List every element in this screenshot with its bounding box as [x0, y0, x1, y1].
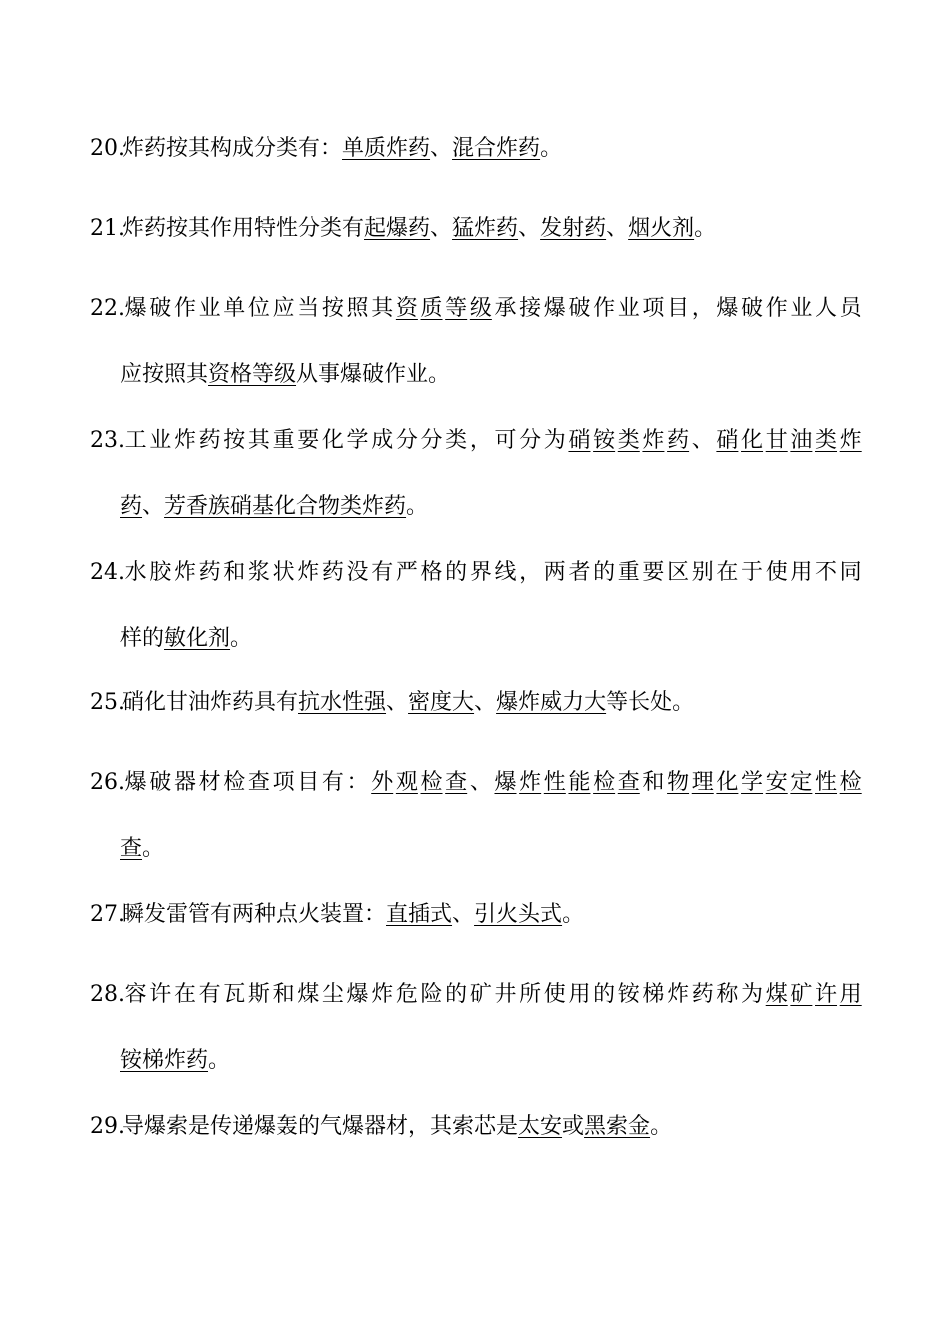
text-char: 破 [741, 296, 764, 321]
text-char: 爆 [124, 296, 147, 321]
answer-blank: 爆炸威力大 [496, 690, 607, 715]
answer-blank: 猛炸药 [452, 216, 519, 241]
text-char: 药 [198, 428, 221, 453]
answer-char: 学 [741, 770, 764, 795]
text-char: 于 [741, 560, 764, 585]
text-char: 井 [494, 982, 517, 1007]
text-char: 员 [839, 296, 862, 321]
text-char: 炸 [667, 982, 690, 1007]
text-char: 其 [371, 296, 394, 321]
question-number: 28. [90, 982, 125, 1007]
text-char: 作 [173, 296, 196, 321]
answer-blank: 发射药 [540, 216, 607, 241]
answer-char: 能 [568, 770, 591, 795]
answer-char: 外 [371, 770, 394, 795]
text-char: 爆 [346, 982, 369, 1007]
answer-blank: 烟火剂 [628, 216, 695, 241]
question-21 [90, 218, 862, 240]
text-char: 成 [371, 428, 394, 453]
question-line-continued [120, 838, 164, 860]
answer-char: 甘 [765, 428, 788, 453]
answer-blank: 铵梯炸药 [120, 1048, 209, 1073]
text-char: 称 [716, 982, 739, 1007]
answer-blank: 抗水性强 [298, 690, 387, 715]
question-text: 。 [562, 902, 585, 927]
text-char: 破 [149, 770, 172, 795]
answer-char: 查 [445, 770, 468, 795]
text-char: 区 [667, 560, 690, 585]
text-char: 查 [247, 770, 270, 795]
question-20 [90, 138, 862, 160]
text-char: 胶 [149, 560, 172, 585]
text-char: 可 [494, 428, 517, 453]
answer-char: 油 [790, 428, 813, 453]
answer-char: 物 [667, 770, 690, 795]
text-char: 重 [272, 428, 295, 453]
question-text: 硝化甘油炸药具有 [122, 690, 299, 715]
answer-char: 矿 [790, 982, 813, 1007]
question-text: 。 [142, 836, 165, 861]
text-char: 爆 [543, 296, 566, 321]
text-char: 严 [395, 560, 418, 585]
question-line [90, 772, 862, 794]
text-char: 使 [543, 982, 566, 1007]
answer-blank: 太安 [518, 1114, 563, 1139]
question-number: 23. [90, 428, 125, 453]
answer-char: 等 [445, 296, 468, 321]
question-line [90, 138, 862, 160]
text-char: 业 [149, 428, 172, 453]
answer-char: 炸 [519, 770, 542, 795]
text-char: 为 [543, 428, 566, 453]
answer-blank: 起爆药 [364, 216, 431, 241]
text-char: 的 [445, 560, 468, 585]
question-number: 20. [90, 136, 125, 161]
text-char: ， [469, 428, 492, 453]
text-char: 在 [716, 560, 739, 585]
answer-char: 药 [667, 428, 690, 453]
text-char: 梯 [642, 982, 665, 1007]
text-char: 瓦 [223, 982, 246, 1007]
text-char: 没 [346, 560, 369, 585]
text-char: 、 [691, 428, 714, 453]
text-char: 材 [198, 770, 221, 795]
answer-char: 煤 [765, 982, 788, 1007]
text-char: 业 [790, 296, 813, 321]
text-char: 为 [741, 982, 764, 1007]
answer-blank: 药 [120, 494, 143, 519]
answer-char: 炸 [839, 428, 862, 453]
text-char: 和 [642, 770, 665, 795]
answer-blank: 敏化剂 [164, 626, 231, 651]
text-char: 业 [617, 296, 640, 321]
question-24 [90, 560, 862, 651]
text-char: 其 [247, 428, 270, 453]
text-char: 学 [346, 428, 369, 453]
text-char: 线 [494, 560, 517, 585]
answer-char: 理 [691, 770, 714, 795]
text-char: ， [691, 296, 714, 321]
text-char: 危 [395, 982, 418, 1007]
text-char: 铵 [617, 982, 640, 1007]
text-char: 作 [593, 296, 616, 321]
question-text: 样的 [120, 626, 165, 651]
text-char: 作 [765, 296, 788, 321]
text-char: 、 [469, 770, 492, 795]
text-char: 分 [420, 428, 443, 453]
text-char: 要 [642, 560, 665, 585]
text-char: 同 [839, 560, 862, 585]
text-char: 矿 [469, 982, 492, 1007]
text-char: 项 [642, 296, 665, 321]
text-char: 水 [124, 560, 147, 585]
text-char: 有 [371, 560, 394, 585]
question-number: 29. [90, 1114, 125, 1139]
answer-char: 性 [815, 770, 838, 795]
question-line [90, 904, 862, 926]
answer-blank: 查 [120, 836, 143, 861]
text-char: 化 [321, 428, 344, 453]
text-char: 药 [321, 560, 344, 585]
text-char: 检 [223, 770, 246, 795]
text-char: 应 [272, 296, 295, 321]
text-char: 位 [247, 296, 270, 321]
text-char: 斯 [247, 982, 270, 1007]
text-char: 者 [568, 560, 591, 585]
question-text: 瞬发雷管有两种点火装置： [122, 902, 387, 927]
answer-char: 安 [765, 770, 788, 795]
answer-char: 检 [420, 770, 443, 795]
question-text: 应按照其 [120, 362, 209, 387]
text-char: 险 [420, 982, 443, 1007]
question-text: 。 [694, 216, 717, 241]
question-text: 。 [540, 136, 563, 161]
answer-char: 定 [790, 770, 813, 795]
text-char: 重 [617, 560, 640, 585]
text-char: 所 [519, 982, 542, 1007]
text-char: 药 [691, 982, 714, 1007]
question-22 [90, 296, 862, 387]
text-char: 爆 [124, 770, 147, 795]
text-char: 人 [815, 296, 838, 321]
question-line [90, 298, 862, 320]
text-char: 承 [494, 296, 517, 321]
question-25 [90, 692, 862, 714]
answer-char: 资 [395, 296, 418, 321]
answer-char: 性 [543, 770, 566, 795]
text-char: 界 [469, 560, 492, 585]
question-27 [90, 904, 862, 926]
text-char: 炸 [173, 560, 196, 585]
question-line [90, 430, 862, 452]
answer-blank: 黑索金 [584, 1114, 651, 1139]
text-char: 容 [124, 982, 147, 1007]
answer-char: 化 [716, 770, 739, 795]
answer-char: 检 [839, 770, 862, 795]
question-text: 、 [142, 494, 165, 519]
text-char: ： [346, 770, 369, 795]
question-29 [90, 1116, 862, 1138]
answer-char: 铵 [593, 428, 616, 453]
question-text: 、 [474, 690, 497, 715]
text-char: 当 [297, 296, 320, 321]
answer-blank: 密度大 [408, 690, 475, 715]
answer-char: 查 [617, 770, 640, 795]
text-char: 照 [346, 296, 369, 321]
answer-char: 级 [469, 296, 492, 321]
text-char: 和 [272, 982, 295, 1007]
text-char: 许 [149, 982, 172, 1007]
text-char: 炸 [173, 428, 196, 453]
question-text: 。 [208, 1048, 231, 1073]
text-char: 尘 [321, 982, 344, 1007]
answer-char: 化 [741, 428, 764, 453]
question-number: 21. [90, 216, 125, 241]
text-char: 项 [272, 770, 295, 795]
text-char: 接 [519, 296, 542, 321]
text-char: 的 [593, 560, 616, 585]
question-text: 、 [386, 690, 409, 715]
text-char: 单 [223, 296, 246, 321]
answer-char: 类 [617, 428, 640, 453]
text-char: 用 [568, 982, 591, 1007]
text-char: 按 [321, 296, 344, 321]
question-23 [90, 428, 862, 519]
text-char: 煤 [297, 982, 320, 1007]
answer-char: 许 [815, 982, 838, 1007]
text-char: 业 [198, 296, 221, 321]
text-char: 爆 [716, 296, 739, 321]
answer-blank: 单质炸药 [342, 136, 431, 161]
text-char: 状 [272, 560, 295, 585]
text-char: 破 [568, 296, 591, 321]
answer-char: 硝 [716, 428, 739, 453]
text-char: 类 [445, 428, 468, 453]
answer-char: 爆 [494, 770, 517, 795]
question-26 [90, 770, 862, 861]
question-text: 。 [230, 626, 253, 651]
text-char: 的 [593, 982, 616, 1007]
text-char: 有 [321, 770, 344, 795]
answer-char: 用 [839, 982, 862, 1007]
answer-char: 类 [815, 428, 838, 453]
question-text: 等长处。 [606, 690, 695, 715]
question-line-continued [120, 364, 450, 386]
answer-blank: 混合炸药 [452, 136, 541, 161]
answer-blank: 直插式 [386, 902, 453, 927]
text-char: 器 [173, 770, 196, 795]
question-number: 27. [90, 902, 125, 927]
text-char: 按 [223, 428, 246, 453]
answer-char: 观 [395, 770, 418, 795]
text-char: 破 [149, 296, 172, 321]
answer-char: 炸 [642, 428, 665, 453]
text-char: 不 [815, 560, 838, 585]
text-char: 的 [445, 982, 468, 1007]
question-text: 、 [518, 216, 541, 241]
text-char: ， [519, 560, 542, 585]
question-text: 从事爆破作业。 [296, 362, 451, 387]
question-number: 26. [90, 770, 125, 795]
text-char: 和 [223, 560, 246, 585]
text-char: 用 [790, 560, 813, 585]
question-text: 。 [406, 494, 429, 519]
question-text: 炸药按其作用特性分类有 [122, 216, 365, 241]
question-line [90, 984, 862, 1006]
question-text: 导爆索是传递爆轰的气爆器材，其索芯是 [122, 1114, 519, 1139]
text-char: 格 [420, 560, 443, 585]
answer-char: 质 [420, 296, 443, 321]
question-text: 、 [452, 902, 475, 927]
text-char: 在 [173, 982, 196, 1007]
question-text: 、 [606, 216, 629, 241]
question-text: 、 [430, 136, 453, 161]
question-line [90, 1116, 862, 1138]
text-char: 要 [297, 428, 320, 453]
question-line [90, 218, 862, 240]
answer-char: 硝 [568, 428, 591, 453]
question-28 [90, 982, 862, 1073]
text-char: 目 [297, 770, 320, 795]
question-text: 。 [650, 1114, 673, 1139]
text-char: 别 [691, 560, 714, 585]
text-char: 有 [198, 982, 221, 1007]
question-line-continued [120, 496, 428, 518]
answer-blank: 引火头式 [474, 902, 563, 927]
text-char: 炸 [371, 982, 394, 1007]
answer-blank: 资格等级 [208, 362, 297, 387]
text-char: 分 [395, 428, 418, 453]
question-text: 或 [562, 1114, 585, 1139]
text-char: 炸 [297, 560, 320, 585]
text-char: 目 [667, 296, 690, 321]
answer-char: 检 [593, 770, 616, 795]
text-char: 工 [124, 428, 147, 453]
question-number: 22. [90, 296, 125, 321]
text-char: 浆 [247, 560, 270, 585]
question-line [90, 562, 862, 584]
question-text: 炸药按其构成分类有： [122, 136, 343, 161]
answer-blank: 芳香族硝基化合物类炸药 [164, 494, 407, 519]
question-line-continued [120, 628, 252, 650]
question-number: 25. [90, 690, 125, 715]
text-char: 使 [765, 560, 788, 585]
text-char: 分 [519, 428, 542, 453]
question-line-continued [120, 1050, 230, 1072]
question-number: 24. [90, 560, 125, 585]
text-char: 药 [198, 560, 221, 585]
text-char: 两 [543, 560, 566, 585]
question-line [90, 692, 862, 714]
question-text: 、 [430, 216, 453, 241]
